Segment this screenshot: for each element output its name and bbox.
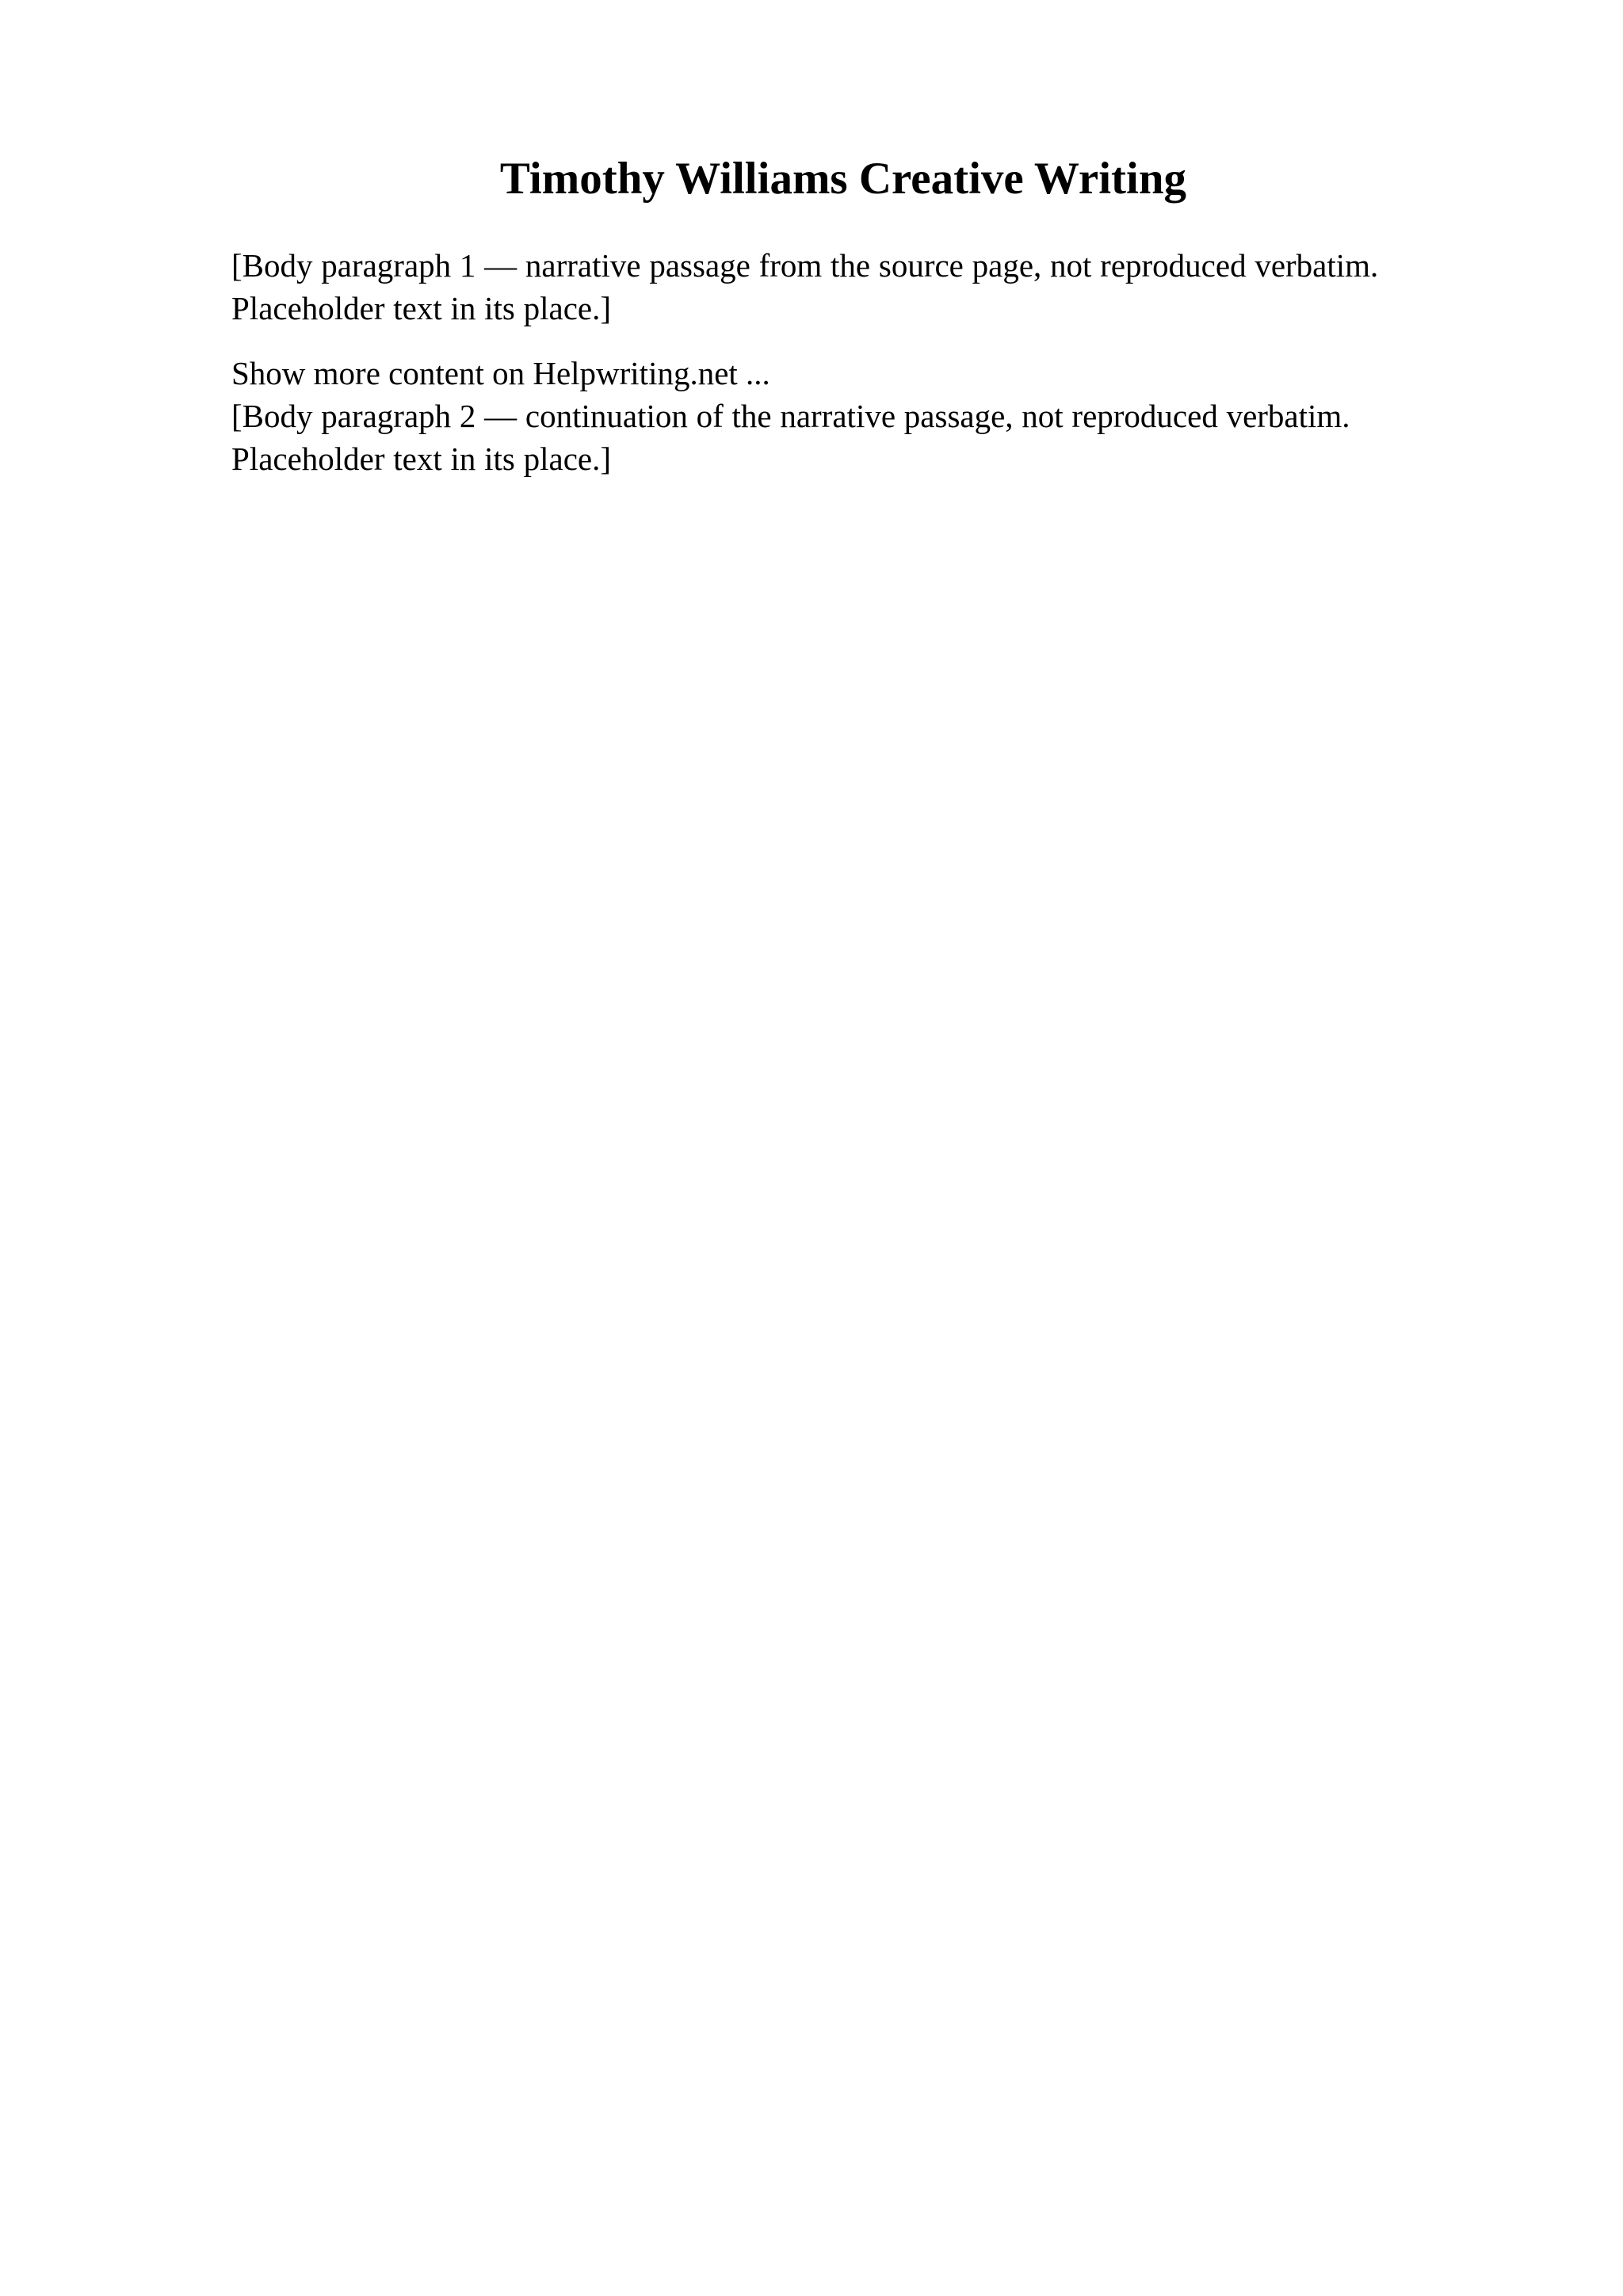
show-more-note: Show more content on Helpwriting.net ... bbox=[231, 355, 770, 392]
document-body bbox=[231, 244, 1484, 480]
body-paragraph-2: [Body paragraph 2 — continuation of the narrative passage, not reproduced verbatim. Placeholder text in its place.] bbox=[231, 398, 1350, 478]
page-title: Timothy Williams Creative Writing bbox=[499, 154, 1187, 204]
body-paragraph-1: [Body paragraph 1 — narrative passage from the source page, not reproduced verbatim. Placeholder text in its place.] bbox=[231, 247, 1379, 327]
